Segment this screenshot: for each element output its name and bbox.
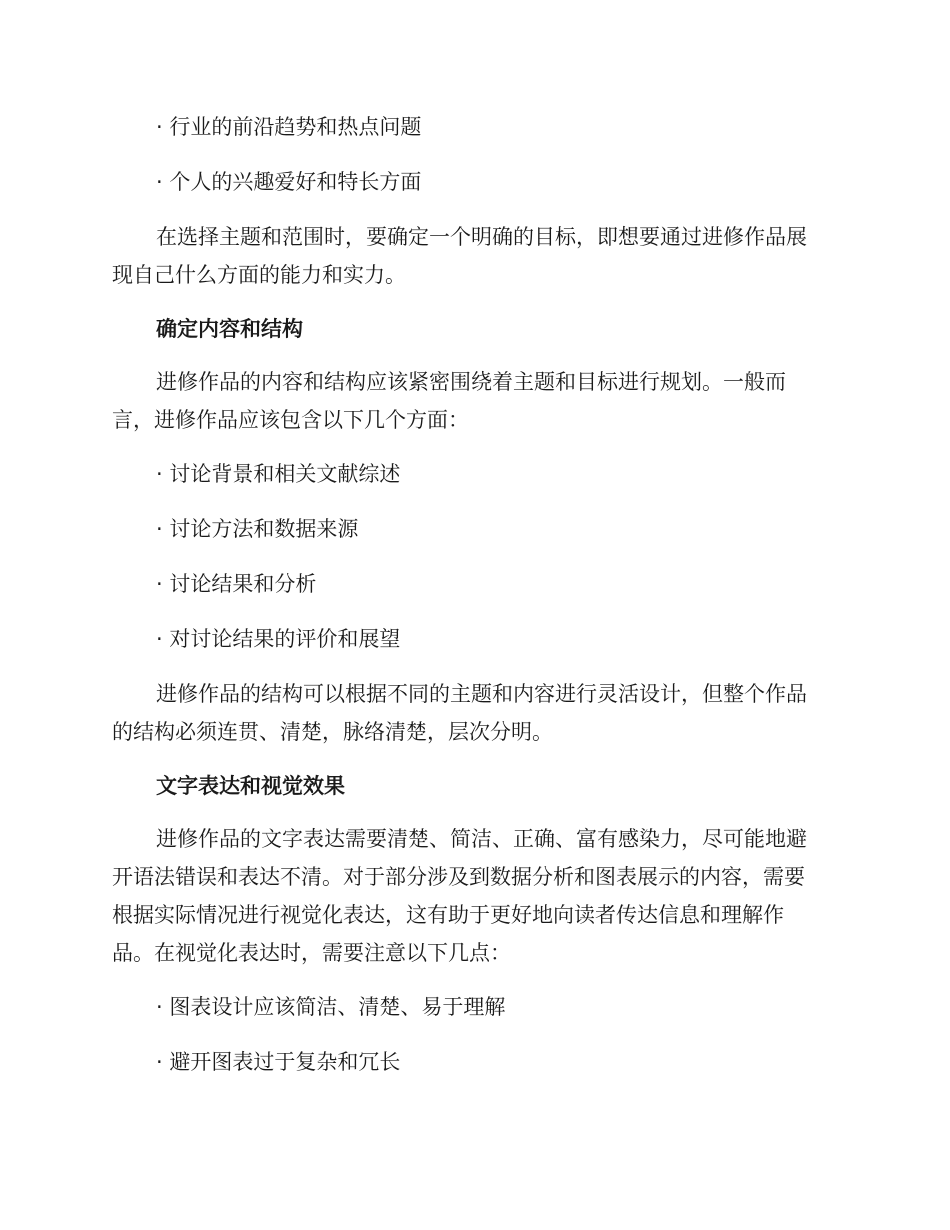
paragraph-line: 的结构必须连贯、清楚，脉络清楚，层次分明。 (112, 720, 553, 744)
bullet-item: · 讨论方法和数据来源 (156, 517, 359, 541)
paragraph-line: 根据实际情况进行视觉化表达，这有助于更好地向读者传达信息和理解作 (112, 903, 784, 927)
paragraph (112, 363, 834, 439)
bullet-item: · 避开图表过于复杂和冗长 (156, 1050, 401, 1074)
paragraph-line: 在选择主题和范围时，要确定一个明确的目标，即想要通过进修作品展 (156, 225, 807, 249)
paragraph-line: 进修作品的内容和结构应该紧密围绕着主题和目标进行规划。一般而 (156, 370, 786, 394)
paragraph (112, 675, 834, 751)
paragraph (112, 218, 834, 294)
section-heading: 文字表达和视觉效果 (156, 774, 345, 798)
document-page (112, 108, 834, 1098)
paragraph (112, 820, 834, 972)
paragraph-line: 开语法错误和表达不清。对于部分涉及到数据分析和图表展示的内容，需要 (112, 865, 805, 889)
bullet-item: · 图表设计应该简洁、清楚、易于理解 (156, 995, 506, 1019)
section-heading: 确定内容和结构 (156, 317, 303, 341)
bullet-item: · 个人的兴趣爱好和特长方面 (156, 170, 422, 194)
paragraph-line: 进修作品的结构可以根据不同的主题和内容进行灵活设计，但整个作品 (156, 682, 807, 706)
bullet-item: · 讨论背景和相关文献综述 (156, 462, 401, 486)
paragraph-line: 进修作品的文字表达需要清楚、简洁、正确、富有感染力，尽可能地避 (156, 827, 807, 851)
bullet-item: · 行业的前沿趋势和热点问题 (156, 115, 422, 139)
paragraph-line: 言，进修作品应该包含以下几个方面： (112, 408, 469, 432)
paragraph-line: 现自己什么方面的能力和实力。 (112, 263, 406, 287)
paragraph-line: 品。在视觉化表达时，需要注意以下几点： (112, 941, 511, 965)
bullet-item: · 讨论结果和分析 (156, 572, 317, 596)
bullet-item: · 对讨论结果的评价和展望 (156, 627, 401, 651)
